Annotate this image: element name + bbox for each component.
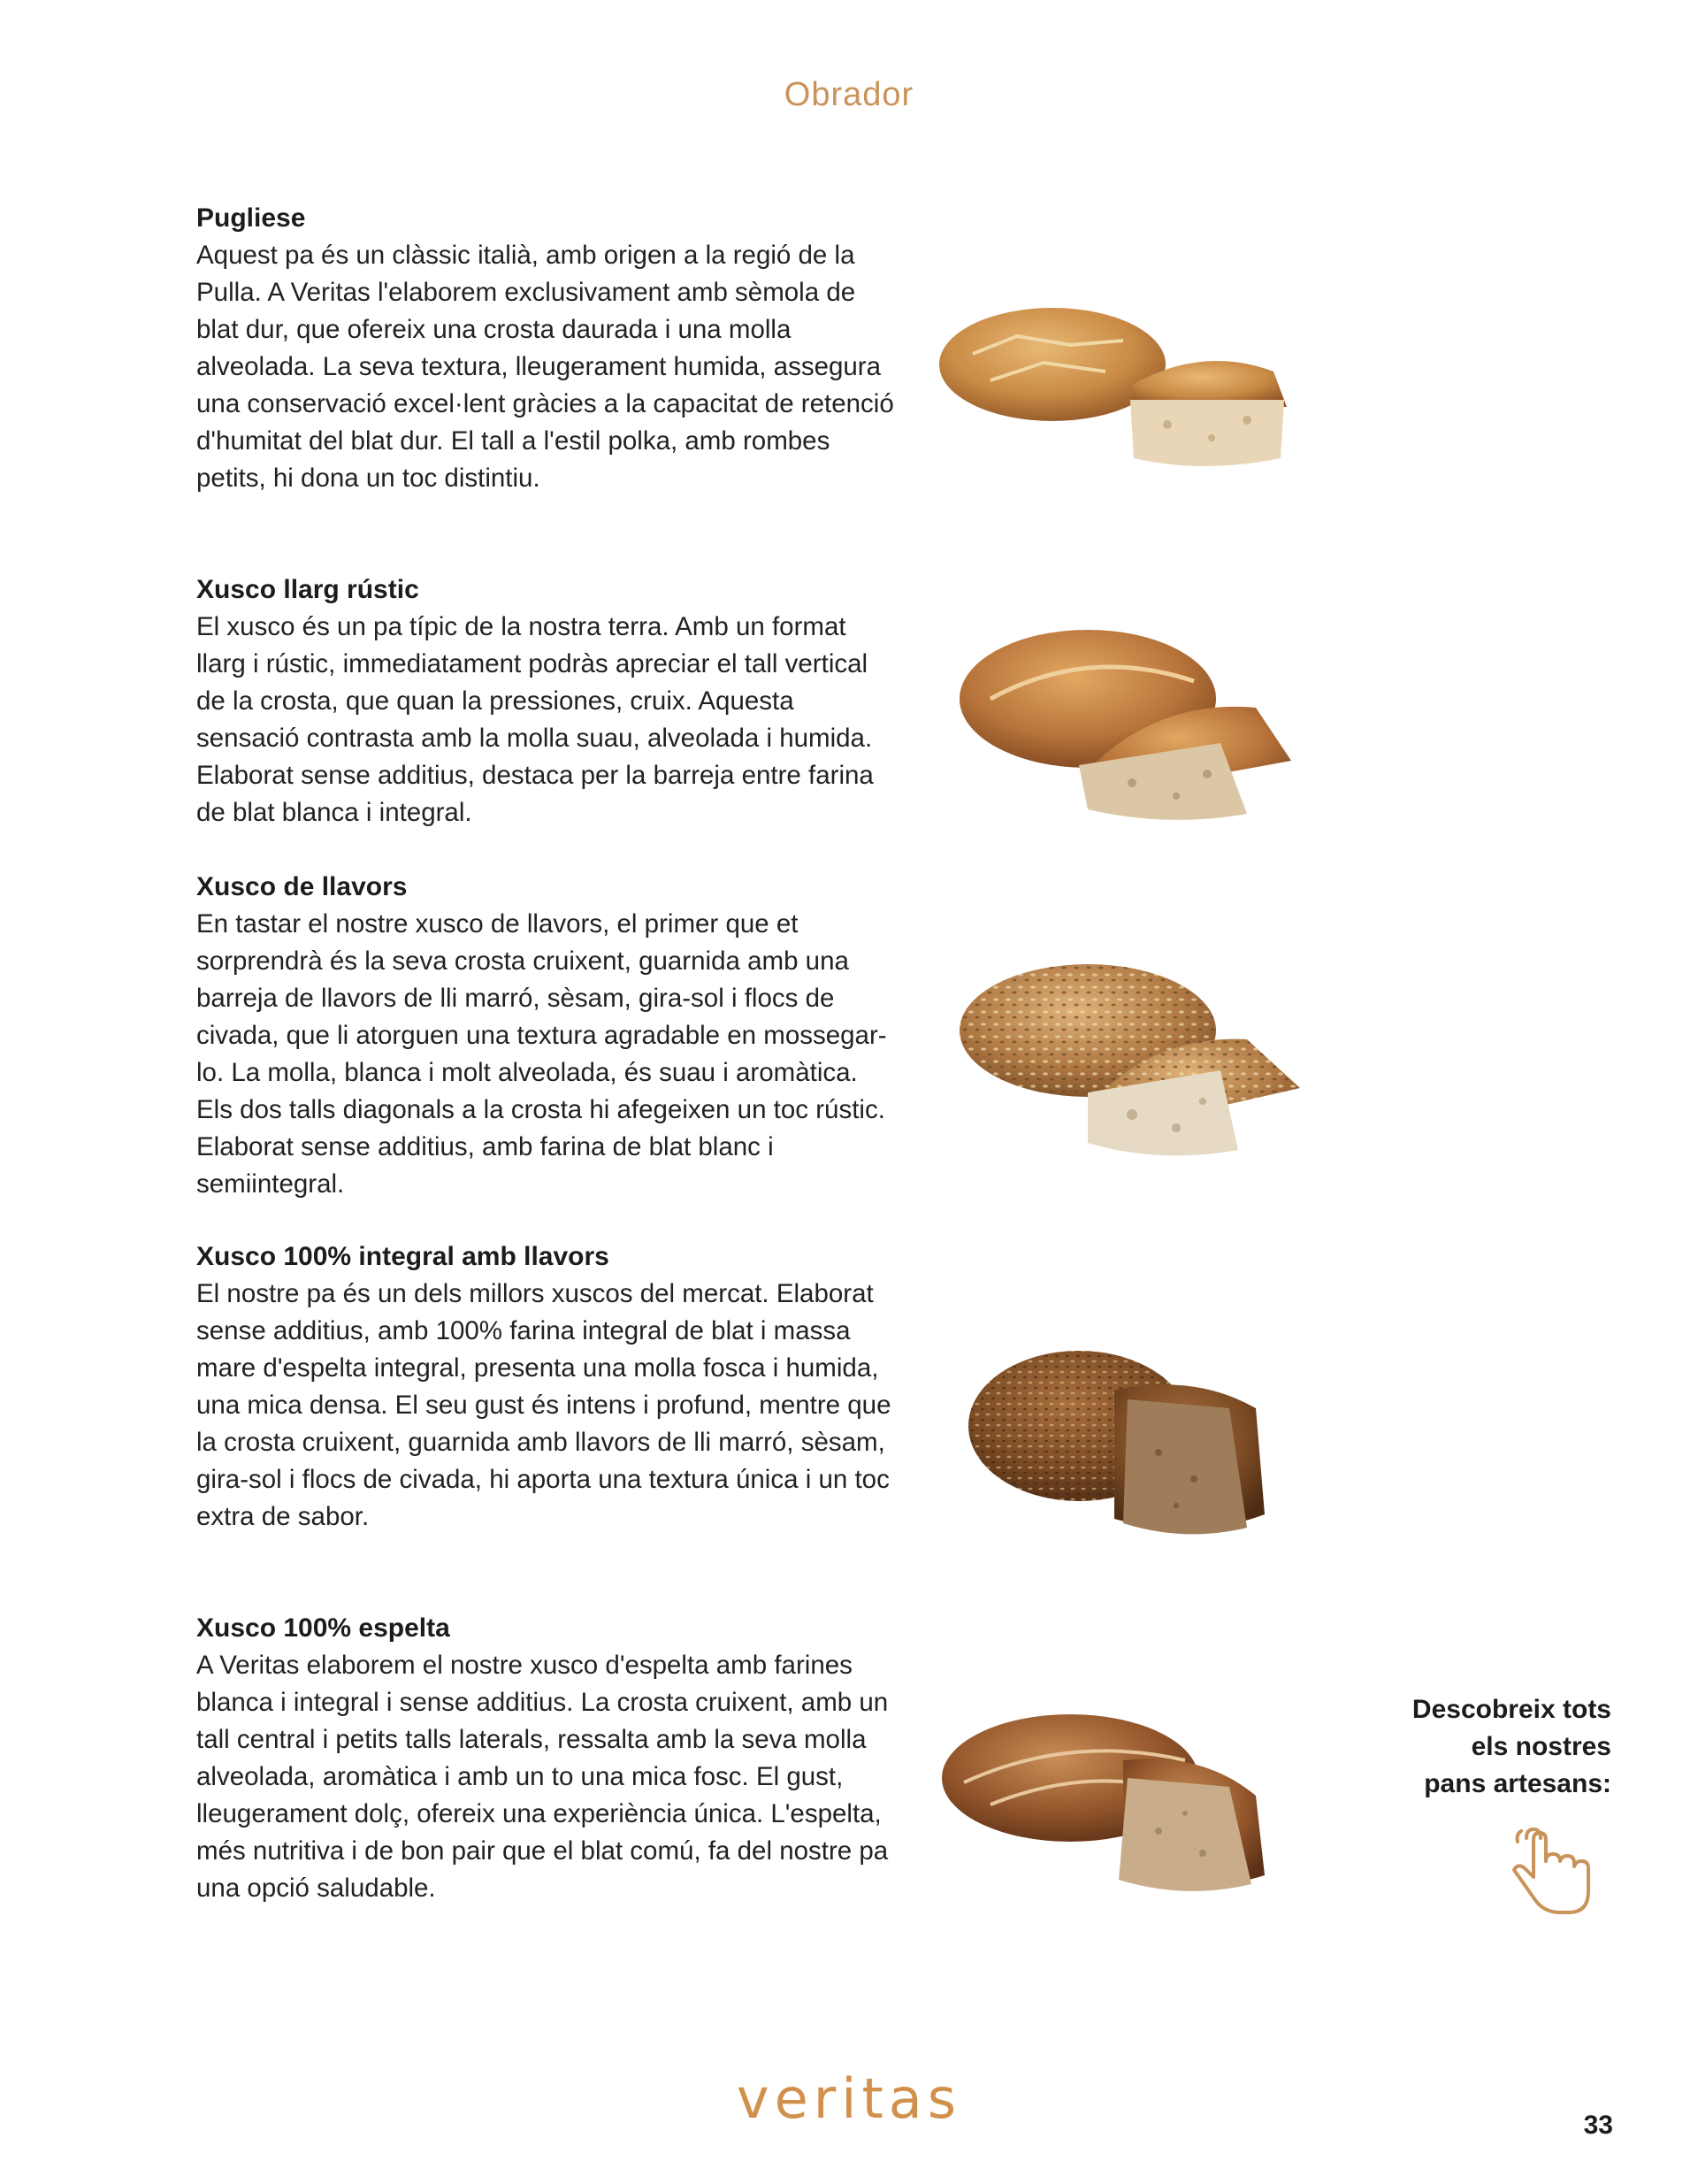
discover-cta[interactable]	[1346, 1691, 1611, 1803]
product-xusco-de-llavors	[196, 869, 895, 1203]
cta-line: els nostres	[1471, 1732, 1611, 1761]
product-description: A Veritas elaborem el nostre xusco d'espelta amb farines blanca i integral i sense additius. La crosta cruixent, amb un tall central i petits talls laterals, ressalta amb la seva molla alveolada, aromàtica i amb un to una mica fosc. El gust, lleugerament dolç, ofereix una experiència única. L'espelta, més nutritiva i de bon pair que el blat comú, fa del nostre pa una opció saludable.	[196, 1651, 889, 1903]
page-number: 33	[1583, 2111, 1613, 2140]
pugliese-bread-image	[937, 301, 1309, 478]
product-name: Pugliese	[196, 203, 306, 233]
wholegrain-seeded-bread-image	[964, 1337, 1300, 1550]
product-xusco-llarg-rustic	[196, 571, 895, 831]
product-description: El xusco és un pa típic de la nostra terra. Amb un format llarg i rústic, immediatament podràs apreciar el tall vertical de la crosta, que quan la pressiones, cruix. Aquesta sensació contrasta amb la molla suau, alveolada i humida. Elaborat sense additius, destaca per la barreja entre farina de blat blanca i integral.	[196, 612, 874, 827]
seeded-xusco-bread-image	[955, 946, 1318, 1168]
product-description: Aquest pa és un clàssic italià, amb origen a la regió de la Pulla. A Veritas l'elaborem exclusivament amb sèmola de blat dur, que ofereix una crosta daurada i una molla alveolada. La seva textura, lleugerament humida, assegura una conservació excel·lent gràcies a la capacitat de retenció d'humitat del blat dur. El tall a l'estil polka, amb rombes petits, hi dona un toc distintiu.	[196, 241, 894, 493]
product-xusco-espelta	[196, 1610, 895, 1907]
spelt-bread-image	[937, 1698, 1291, 1911]
product-description: El nostre pa és un dels millors xuscos del mercat. Elaborat sense additius, amb 100% farina integral de blat i massa mare d'espelta integral, presenta una molla fosca i humida, una mica densa. El seu gust és intens i profund, mentre que la crosta cruixent, guarnida amb llavors de lli marró, sèsam, gira-sol i flocs de civada, hi aporta una textura única i un toc extra de sabor.	[196, 1279, 891, 1531]
product-xusco-integral-llavors	[196, 1238, 895, 1536]
tap-hand-icon[interactable]	[1503, 1822, 1601, 1924]
product-name: Xusco de llavors	[196, 872, 408, 901]
rustic-xusco-bread-image	[955, 610, 1318, 831]
veritas-logo: veritas	[736, 2066, 962, 2130]
cta-line: Descobreix tots	[1411, 1695, 1611, 1724]
product-name: Xusco 100% integral amb llavors	[196, 1242, 609, 1271]
section-title: Obrador	[784, 76, 914, 113]
product-name: Xusco llarg rústic	[196, 575, 419, 604]
product-name: Xusco 100% espelta	[196, 1613, 450, 1643]
product-pugliese	[196, 200, 895, 497]
product-description: En tastar el nostre xusco de llavors, el primer que et sorprendrà és la seva crosta cruixent, guarnida amb una barreja de llavors de lli marró, sèsam, gira-sol i flocs de civada, que li atorguen una textura agradable en mossegar-lo. La molla, blanca i molt alveolada, és suau i aromàtica. Els dos talls diagonals a la crosta hi afegeixen un toc rústic. Elaborat sense additius, amb farina de blat blanc i semiintegral.	[196, 909, 887, 1199]
cta-line: pans artesans:	[1424, 1769, 1611, 1798]
